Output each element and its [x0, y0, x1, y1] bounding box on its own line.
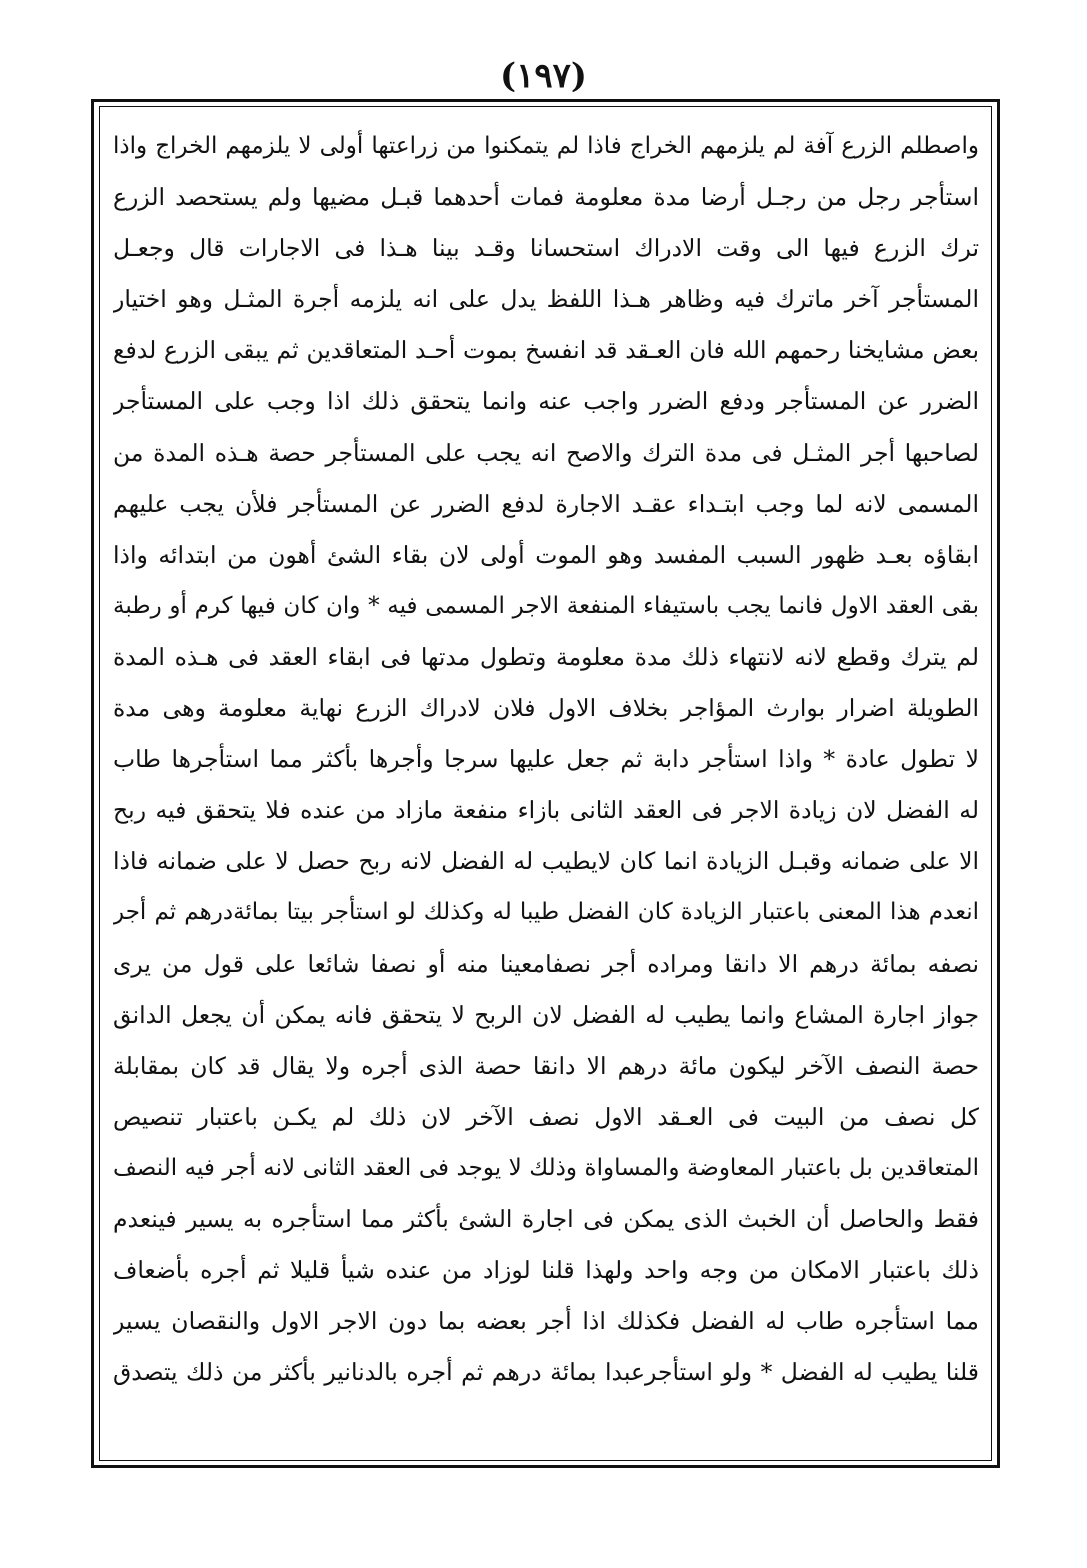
text-line: استأجر رجل من رجـل أرضا مدة معلومة فمات أحدهما قبـل مضيها ولم يستحصد الزرع	[113, 183, 979, 212]
text-body	[113, 121, 979, 1451]
text-line: جواز اجارة المشاع وانما يطيب له الفضل لان الربح لا يتحقق فانه يمكن أن يجعل الدانق	[113, 1000, 979, 1029]
text-line: كل نصف من البيت فى العـقد الاول نصف الآخر لان ذلك لم يكـن باعتبار تنصيص	[113, 1102, 979, 1131]
text-line: المسمى لانه لما وجب ابتـداء عقـد الاجارة لدفع الضرر عن المستأجر فلأن يجب عليهم	[113, 489, 979, 518]
text-line: فقط والحاصل أن الخبث الذى يمكن فى اجارة الشئ بأكثر مما استأجره به يسير فينعدم	[113, 1204, 979, 1233]
text-line: الطويلة اضرار بوارث المؤاجر بخلاف الاول فلان لادراك الزرع نهاية معلومة وهى مدة	[113, 694, 979, 723]
text-line: لصاحبها أجر المثـل فى مدة الترك والاصح انه يجب على المستأجر حصة هـذه المدة من	[113, 438, 979, 467]
text-line: واصطلم الزرع آفة لم يلزمهم الخراج فاذا لم يتمكنوا من زراعتها أولى لا يلزمهم الخراج واذا	[113, 133, 979, 159]
text-line: انعدم هذا المعنى باعتبار الزيادة كان الفضل طيبا له وكذلك لو استأجر بيتا بمائةدرهم ثم أجر	[113, 899, 979, 926]
text-line: مما استأجره طاب له الفضل فكذلك اذا أجر بعضه بما دون الاجر الاول والنقصان يسير	[113, 1307, 979, 1336]
text-line: المستأجر آخر ماترك فيه وظاهر هـذا اللفظ يدل على انه يلزمه أجرة المثـل وهو اختيار	[113, 285, 979, 314]
text-line: قلنا يطيب له الفضل * ولو استأجرعبدا بمائة درهم ثم أجره بالدنانير بأكثر من ذلك يتصدق	[113, 1358, 979, 1387]
text-line: له الفضل لان زيادة الاجر فى العقد الثانى بازاء منفعة مازاد من عنده فلا يتحقق فيه ربح	[113, 796, 979, 825]
text-line: ذلك باعتبار الامكان من وجه واحد ولهذا قلنا لوزاد من عنده شيأ قليلا ثم أجره بأضعاف	[113, 1256, 979, 1285]
page-number: (١٩٧)	[500, 56, 587, 96]
text-line: لم يترك وقطع لانه لانتهاء ذلك مدة معلومة وتطول مدتها فى ابقاء العقد فى هـذه المدة	[113, 642, 979, 671]
text-line: الا على ضمانه وقبـل الزيادة انما كان لايطيب له الفضل لانه ربح حصل لا على ضمانه فاذا	[113, 847, 979, 876]
text-line: الضرر عن المستأجر ودفع الضرر واجب عنه وانما يتحقق ذلك اذا وجب على المستأجر	[113, 387, 979, 416]
text-line: ابقاؤه بعـد ظهور السبب المفسد وهو الموت أولى لان بقاء الشئ أهون من ابتدائه واذا	[113, 540, 979, 569]
text-line: المتعاقدين بل باعتبار المعاوضة والمساواة وذلك لا يوجد فى العقد الثانى لانه أجر فيه النصف	[113, 1154, 979, 1181]
text-line: بعض مشايخنا رحمهم الله فان العـقد قد انفسخ بموت أحـد المتعاقدين ثم يبقى الزرع لدفع	[113, 336, 979, 365]
text-line: لا تطول عادة * واذا استأجر دابة ثم جعل عليها سرجا وأجرها بأكثر مما استأجرها طاب	[113, 745, 979, 774]
text-line: بقى العقد الاول فانما يجب باستيفاء المنفعة الاجر المسمى فيه * وان كان فيها كرم أو رطبة	[113, 592, 979, 619]
text-line: ترك الزرع فيها الى وقت الادراك استحسانا وقـد بينا هـذا فى الاجارات قال وجعـل	[113, 234, 979, 263]
text-line: حصة النصف الآخر ليكون مائة درهم الا دانقا حصة الذى أجره ولا يقال قد كان بمقابلة	[113, 1051, 979, 1080]
text-line: نصفه بمائة درهم الا دانقا ومراده أجر نصفامعينا منه أو نصفا شائعا على قول من يرى	[113, 949, 979, 978]
